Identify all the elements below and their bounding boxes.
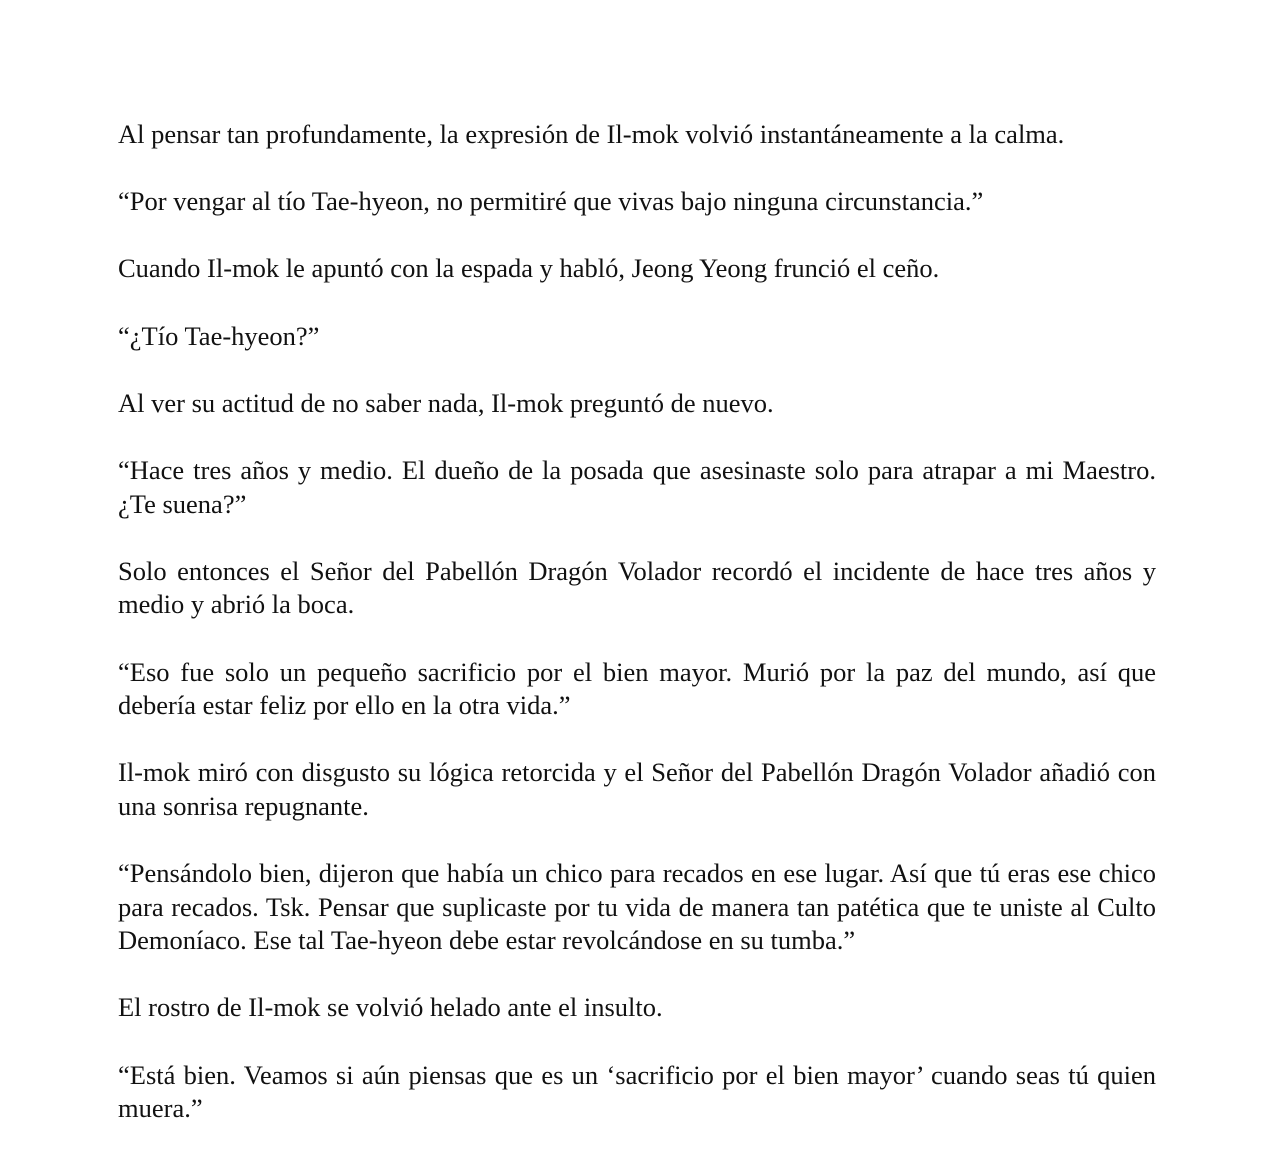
paragraph-12: “Está bien. Veamos si aún piensas que es un ‘sacrificio por el bien mayor’ cuando seas tú quien muera.” [118,1059,1156,1124]
paragraph-1: Al pensar tan profundamente, la expresión de Il-mok volvió instantáneamente a la calma. [118,119,1065,149]
paragraph-4: “¿Tío Tae-hyeon?” [118,320,320,351]
document-page [118,118,1156,1159]
paragraph-8: “Eso fue solo un pequeño sacrificio por el bien mayor. Murió por la paz del mundo, así que debería estar feliz por ello en la otra vida.” [118,656,1156,721]
paragraph-2: “Por vengar al tío Tae-hyeon, no permitiré que vivas bajo ninguna circunstancia.” [118,186,984,217]
paragraph-3: Cuando Il-mok le apuntó con la espada y habló, Jeong Yeong frunció el ceño. [118,253,940,284]
paragraph-5: Al ver su actitud de no saber nada, Il-mok preguntó de nuevo. [118,387,774,418]
paragraph-10: “Pensándolo bien, dijeron que había un chico para recados en ese lugar. Así que tú eras ese chico para recados. Tsk. Pensar que suplicaste por tu vida de manera tan patética que te uniste al Culto Demoníaco. Ese tal Tae-hyeon debe estar revolcándose en su tumba.” [118,858,1156,956]
paragraph-7: Solo entonces el Señor del Pabellón Dragón Volador recordó el incidente de hace tres años y medio y abrió la boca. [118,555,1156,620]
paragraph-9: Il-mok miró con disgusto su lógica retorcida y el Señor del Pabellón Dragón Volador añadió con una sonrisa repugnante. [118,757,1156,821]
paragraph-11: El rostro de Il-mok se volvió helado ante el insulto. [118,992,663,1023]
paragraph-6: “Hace tres años y medio. El dueño de la posada que asesinaste solo para atrapar a mi Maestro. ¿Te suena?” [118,454,1156,519]
